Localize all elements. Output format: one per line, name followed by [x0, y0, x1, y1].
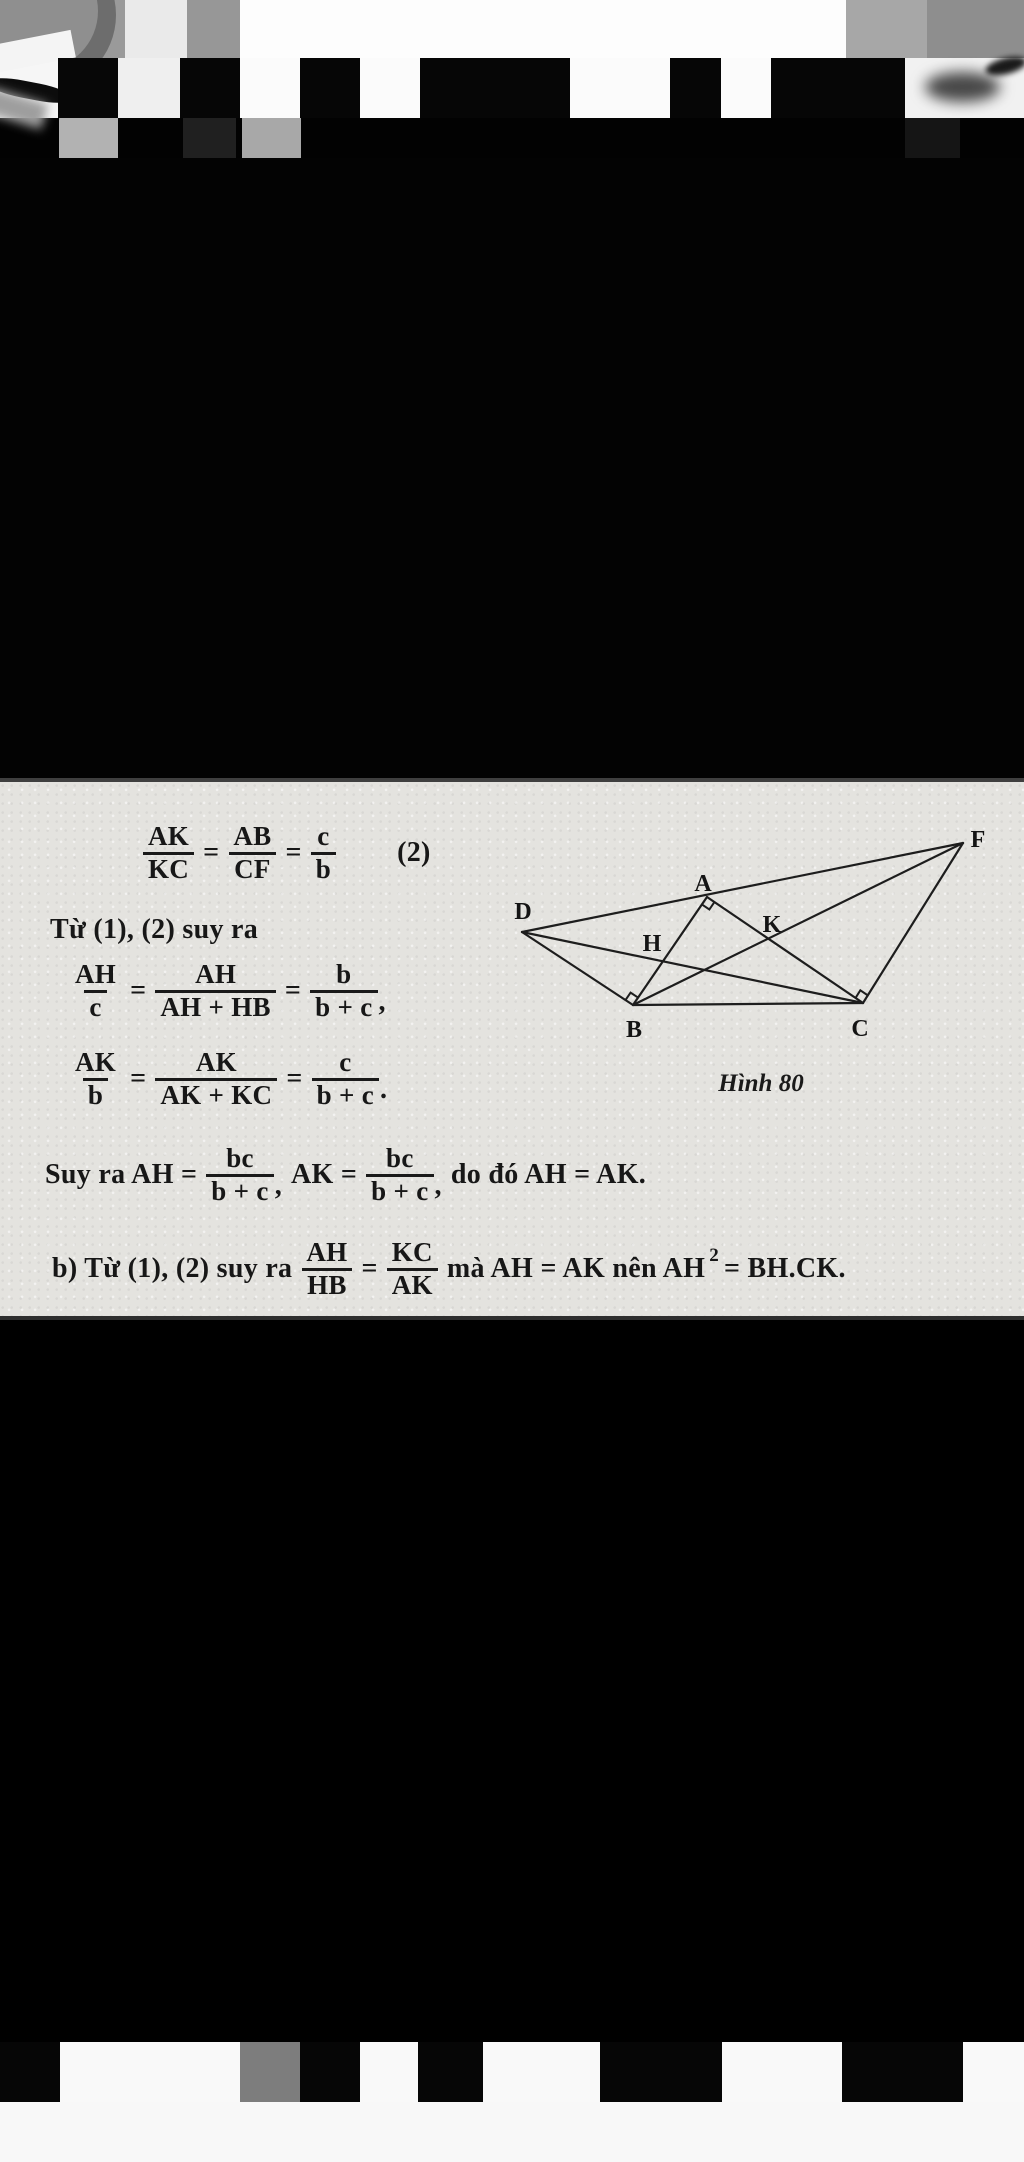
math-text: Suy ra AH = [45, 1159, 198, 1191]
glitch-block [570, 58, 670, 118]
point-label-H: H [642, 931, 662, 957]
numerator: AH [195, 959, 237, 989]
denominator: AK + KC [155, 1078, 277, 1111]
glitch-block [963, 2042, 1024, 2102]
glitch-block [418, 2042, 483, 2102]
denominator: HB [302, 1268, 352, 1301]
numerator: AK [148, 821, 190, 851]
math-text: b) Từ (1), (2) suy ra [52, 1253, 293, 1285]
glitch-block [846, 0, 927, 58]
glitch-border-top [0, 0, 1024, 158]
denominator: KC [143, 852, 194, 885]
denominator: AH + HB [155, 990, 276, 1023]
glitch-block [420, 58, 570, 118]
numerator: b [336, 959, 352, 989]
math-text: , [274, 1170, 282, 1202]
fraction [366, 1144, 433, 1206]
denominator: b [311, 852, 336, 885]
fraction [143, 822, 194, 884]
superscript: 2 [709, 1245, 719, 1267]
glitch-block [905, 118, 960, 158]
fraction [70, 960, 121, 1022]
math-text: . [380, 1074, 388, 1106]
glitch-block [187, 0, 240, 58]
fraction [155, 1048, 277, 1110]
fraction [70, 1048, 121, 1110]
glitch-block [59, 118, 118, 158]
numerator: AK [195, 1047, 237, 1077]
glitch-block [183, 118, 236, 158]
point-label-B: B [625, 1017, 643, 1043]
denominator: c [84, 990, 106, 1023]
point-label-C: C [851, 1016, 869, 1042]
fraction [301, 1238, 352, 1300]
math-text: = [203, 837, 220, 869]
math-text: = [284, 975, 302, 1007]
para-tu-suy-ra [50, 914, 258, 946]
glitch-block [240, 58, 300, 118]
equation-2 [143, 822, 431, 884]
glitch-block [721, 58, 771, 118]
black-letterbox-bottom [0, 1320, 1024, 2042]
bottom-strip [0, 2102, 1024, 2162]
para-suy-ra-ah [45, 1144, 646, 1206]
glitch-block [300, 58, 360, 118]
math-text: = [130, 1063, 147, 1095]
glitch-block [360, 2042, 418, 2102]
glitch-block [240, 0, 846, 58]
photo-smudge [925, 72, 1000, 102]
glitch-block [242, 118, 301, 158]
black-letterbox-top [0, 158, 1024, 778]
numerator: AH [75, 959, 117, 989]
equation-ak [70, 1048, 387, 1110]
fraction [310, 960, 377, 1022]
fraction [311, 822, 336, 884]
glitch-block [670, 58, 721, 118]
math-text: = [361, 1253, 378, 1285]
glitch-block [600, 2042, 722, 2102]
glitch-block [771, 58, 905, 118]
numerator: c [317, 821, 330, 851]
numerator: bc [226, 1143, 254, 1173]
math-text: , [378, 986, 386, 1018]
math-text: = [286, 1063, 303, 1095]
denominator: CF [229, 852, 276, 885]
math-text: mà AH = AK nên AH [446, 1253, 706, 1285]
numerator: c [339, 1047, 352, 1077]
math-text: = [285, 837, 302, 869]
glitch-block [118, 58, 180, 118]
numerator: AK [75, 1047, 117, 1077]
point-label-K: K [762, 912, 782, 938]
math-text: = BH.CK. [724, 1253, 846, 1285]
glitch-block [722, 2042, 842, 2102]
glitch-block [125, 0, 187, 58]
glitch-border-bottom [0, 2042, 1024, 2162]
fraction [206, 1144, 273, 1206]
document-page [0, 782, 1024, 1316]
fraction [387, 1238, 438, 1300]
glitch-block [60, 2042, 240, 2102]
math-text: = [130, 975, 147, 1007]
point-label-D: D [514, 899, 532, 925]
glitch-block [0, 2042, 60, 2102]
edge-BC [633, 1003, 863, 1005]
math-text: do đó AH = AK. [450, 1159, 647, 1191]
glitch-block [360, 58, 420, 118]
math-text: , [434, 1170, 442, 1202]
denominator: b + c [206, 1174, 273, 1207]
denominator: AK [387, 1268, 438, 1301]
denominator: b [83, 1078, 108, 1111]
edge-DF [522, 843, 963, 932]
figure-caption: Hình 80 [718, 1070, 804, 1097]
math-text: AK = [291, 1159, 358, 1191]
denominator: b + c [310, 990, 377, 1023]
numerator: AB [233, 821, 272, 851]
math-text: Từ (1), (2) suy ra [50, 914, 259, 945]
fraction [312, 1048, 379, 1110]
glitch-block [58, 58, 118, 118]
glitch-block [842, 2042, 963, 2102]
glitch-block [483, 2042, 600, 2102]
denominator: b + c [366, 1174, 433, 1207]
fraction [228, 822, 276, 884]
numerator: KC [391, 1237, 433, 1267]
glitch-block [300, 2042, 360, 2102]
equation-number: (2) [397, 837, 431, 869]
para-b [52, 1238, 846, 1300]
glitch-block [240, 2042, 300, 2102]
point-label-A: A [694, 871, 712, 897]
point-label-F: F [970, 827, 986, 853]
glitch-block [927, 0, 1024, 58]
denominator: b + c [312, 1078, 379, 1111]
numerator: bc [386, 1143, 414, 1173]
fraction [155, 960, 276, 1022]
numerator: AH [306, 1237, 348, 1267]
glitch-block [180, 58, 240, 118]
equation-ah [70, 960, 386, 1022]
